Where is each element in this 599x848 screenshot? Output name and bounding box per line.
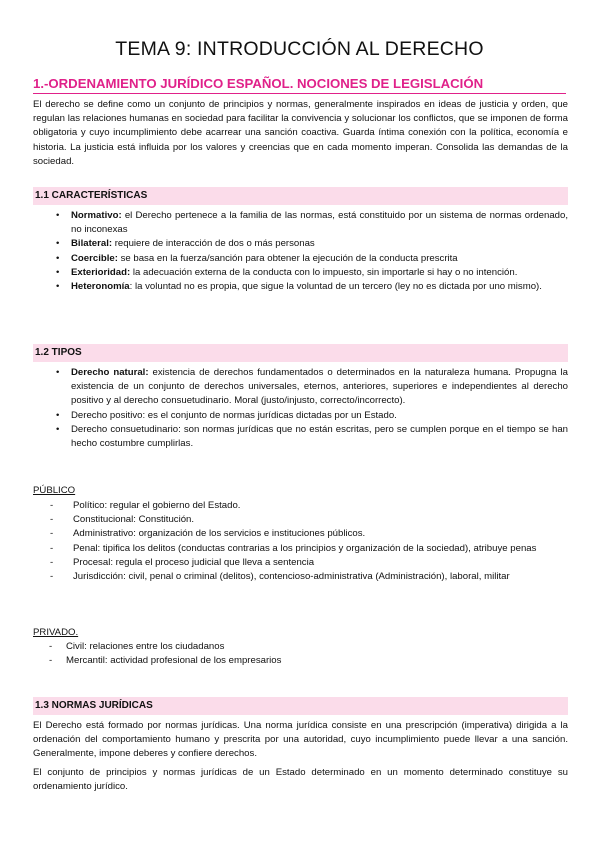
definition: la adecuación externa de la conducta con lo impuesto, sin importarle si hay o no intención.: [130, 266, 518, 278]
definition: : la voluntad no es propia, que sigue la voluntad de un tercero (ley no es dictada por uno mismo).: [129, 281, 542, 293]
types-list: [33, 366, 568, 451]
list-item: - Constitucional: Constitución.: [33, 513, 568, 527]
list-item: [33, 252, 568, 266]
publico-list: [33, 499, 568, 584]
list-item: [33, 209, 568, 237]
list-item: [33, 237, 568, 251]
list-item: - Procesal: regula el proceso judicial que lleva a sentencia: [33, 556, 568, 570]
list-item: - Administrativo: organización de los servicios e instituciones públicos.: [33, 527, 568, 541]
list-item: [33, 423, 568, 451]
privado-label: PRIVADO.: [33, 627, 79, 638]
list-item: - Mercantil: actividad profesional de los empresarios: [33, 654, 568, 668]
term: Derecho natural:: [71, 367, 149, 378]
definition: requiere de interacción de dos o más personas: [112, 238, 315, 250]
section-1-1-header: 1.1 CARACTERÍSTICAS: [33, 187, 568, 205]
normas-paragraph-2: El conjunto de principios y normas jurídicas de un Estado determinado en un momento determinado constituye su ordenamiento jurídico.: [33, 767, 568, 793]
term: Heteronomía: [71, 281, 130, 293]
list-item: [33, 280, 568, 294]
term: Coercible:: [71, 252, 118, 264]
term: Normativo:: [71, 210, 122, 221]
list-item: - Civil: relaciones entre los ciudadanos: [33, 640, 568, 654]
document-title: TEMA 9: INTRODUCCIÓN AL DERECHO: [115, 38, 484, 60]
term: Exterioridad:: [71, 266, 131, 278]
list-item: - Jurisdicción: civil, penal o criminal (delitos), contencioso-administrativa (Administración), laboral, militar: [33, 570, 568, 584]
definition: Derecho consuetudinario: son normas jurídicas que no están escritas, pero se cumplen porque en el tiempo se han hecho costumbre cumplirlas.: [71, 423, 568, 450]
publico-label: PÚBLICO: [33, 485, 76, 496]
list-item: - Penal: tipifica los delitos (conductas contrarias a los principios y organización de la sociedad), atribuye penas: [33, 542, 568, 556]
section-heading-1: 1.-ORDENAMIENTO JURÍDICO ESPAÑOL. NOCIONES DE LEGISLACIÓN: [33, 76, 566, 94]
term: Bilateral:: [71, 238, 113, 250]
list-item: [33, 366, 568, 409]
normas-paragraph-1: El Derecho está formado por normas jurídicas. Una norma jurídica consiste en una prescripción (imperativa) dirigida a la ordenación del comportamiento humano y prescrita por una autoridad, cuyo incumplimiento puede llevar a una sanción. Generalmente, impone deberes y confiere derechos.: [33, 720, 568, 760]
list-item: [33, 266, 568, 280]
characteristics-list: [33, 209, 568, 294]
definition: Derecho positivo: es el conjunto de normas jurídicas dictadas por un Estado.: [71, 409, 397, 421]
section-1-2-header: 1.2 TIPOS: [33, 344, 568, 362]
definition: el Derecho pertenece a la familia de las normas, está constituido por un sistema de normas ordenado, no inconexas: [71, 210, 568, 236]
list-item: [33, 409, 568, 423]
intro-paragraph: El derecho se define como un conjunto de principios y normas, generalmente inspirados en ideas de justicia y orden, que regulan las relaciones humanas en sociedad para facilitar la convivencia y solucionar los conflictos, que se imponen de forma obligatoria y cuyo incumplimiento debe acarrear una sanción coactiva. Guarda íntima conexión con la política, economía e historia. La justicia está influida por los valores y creencias que en cada momento imperan. Consolida las demandas de la sociedad.: [33, 99, 568, 167]
section-1-3-header: 1.3 NORMAS JURÍDICAS: [33, 697, 568, 715]
privado-list: [33, 640, 568, 668]
definition: existencia de derechos fundamentados o determinados en la naturaleza humana. Propugna la existencia de un conjunto de derechos universales, eternos, anteriores, superiores e independientes al derecho positivo y al derecho consuetudinario. Moral (justo/injusto, correcto/incorrecto).: [71, 367, 568, 407]
list-item: - Político: regular el gobierno del Estado.: [33, 499, 568, 513]
definition: se basa en la fuerza/sanción para obtener la ejecución de la conducta prescrita: [117, 252, 458, 264]
